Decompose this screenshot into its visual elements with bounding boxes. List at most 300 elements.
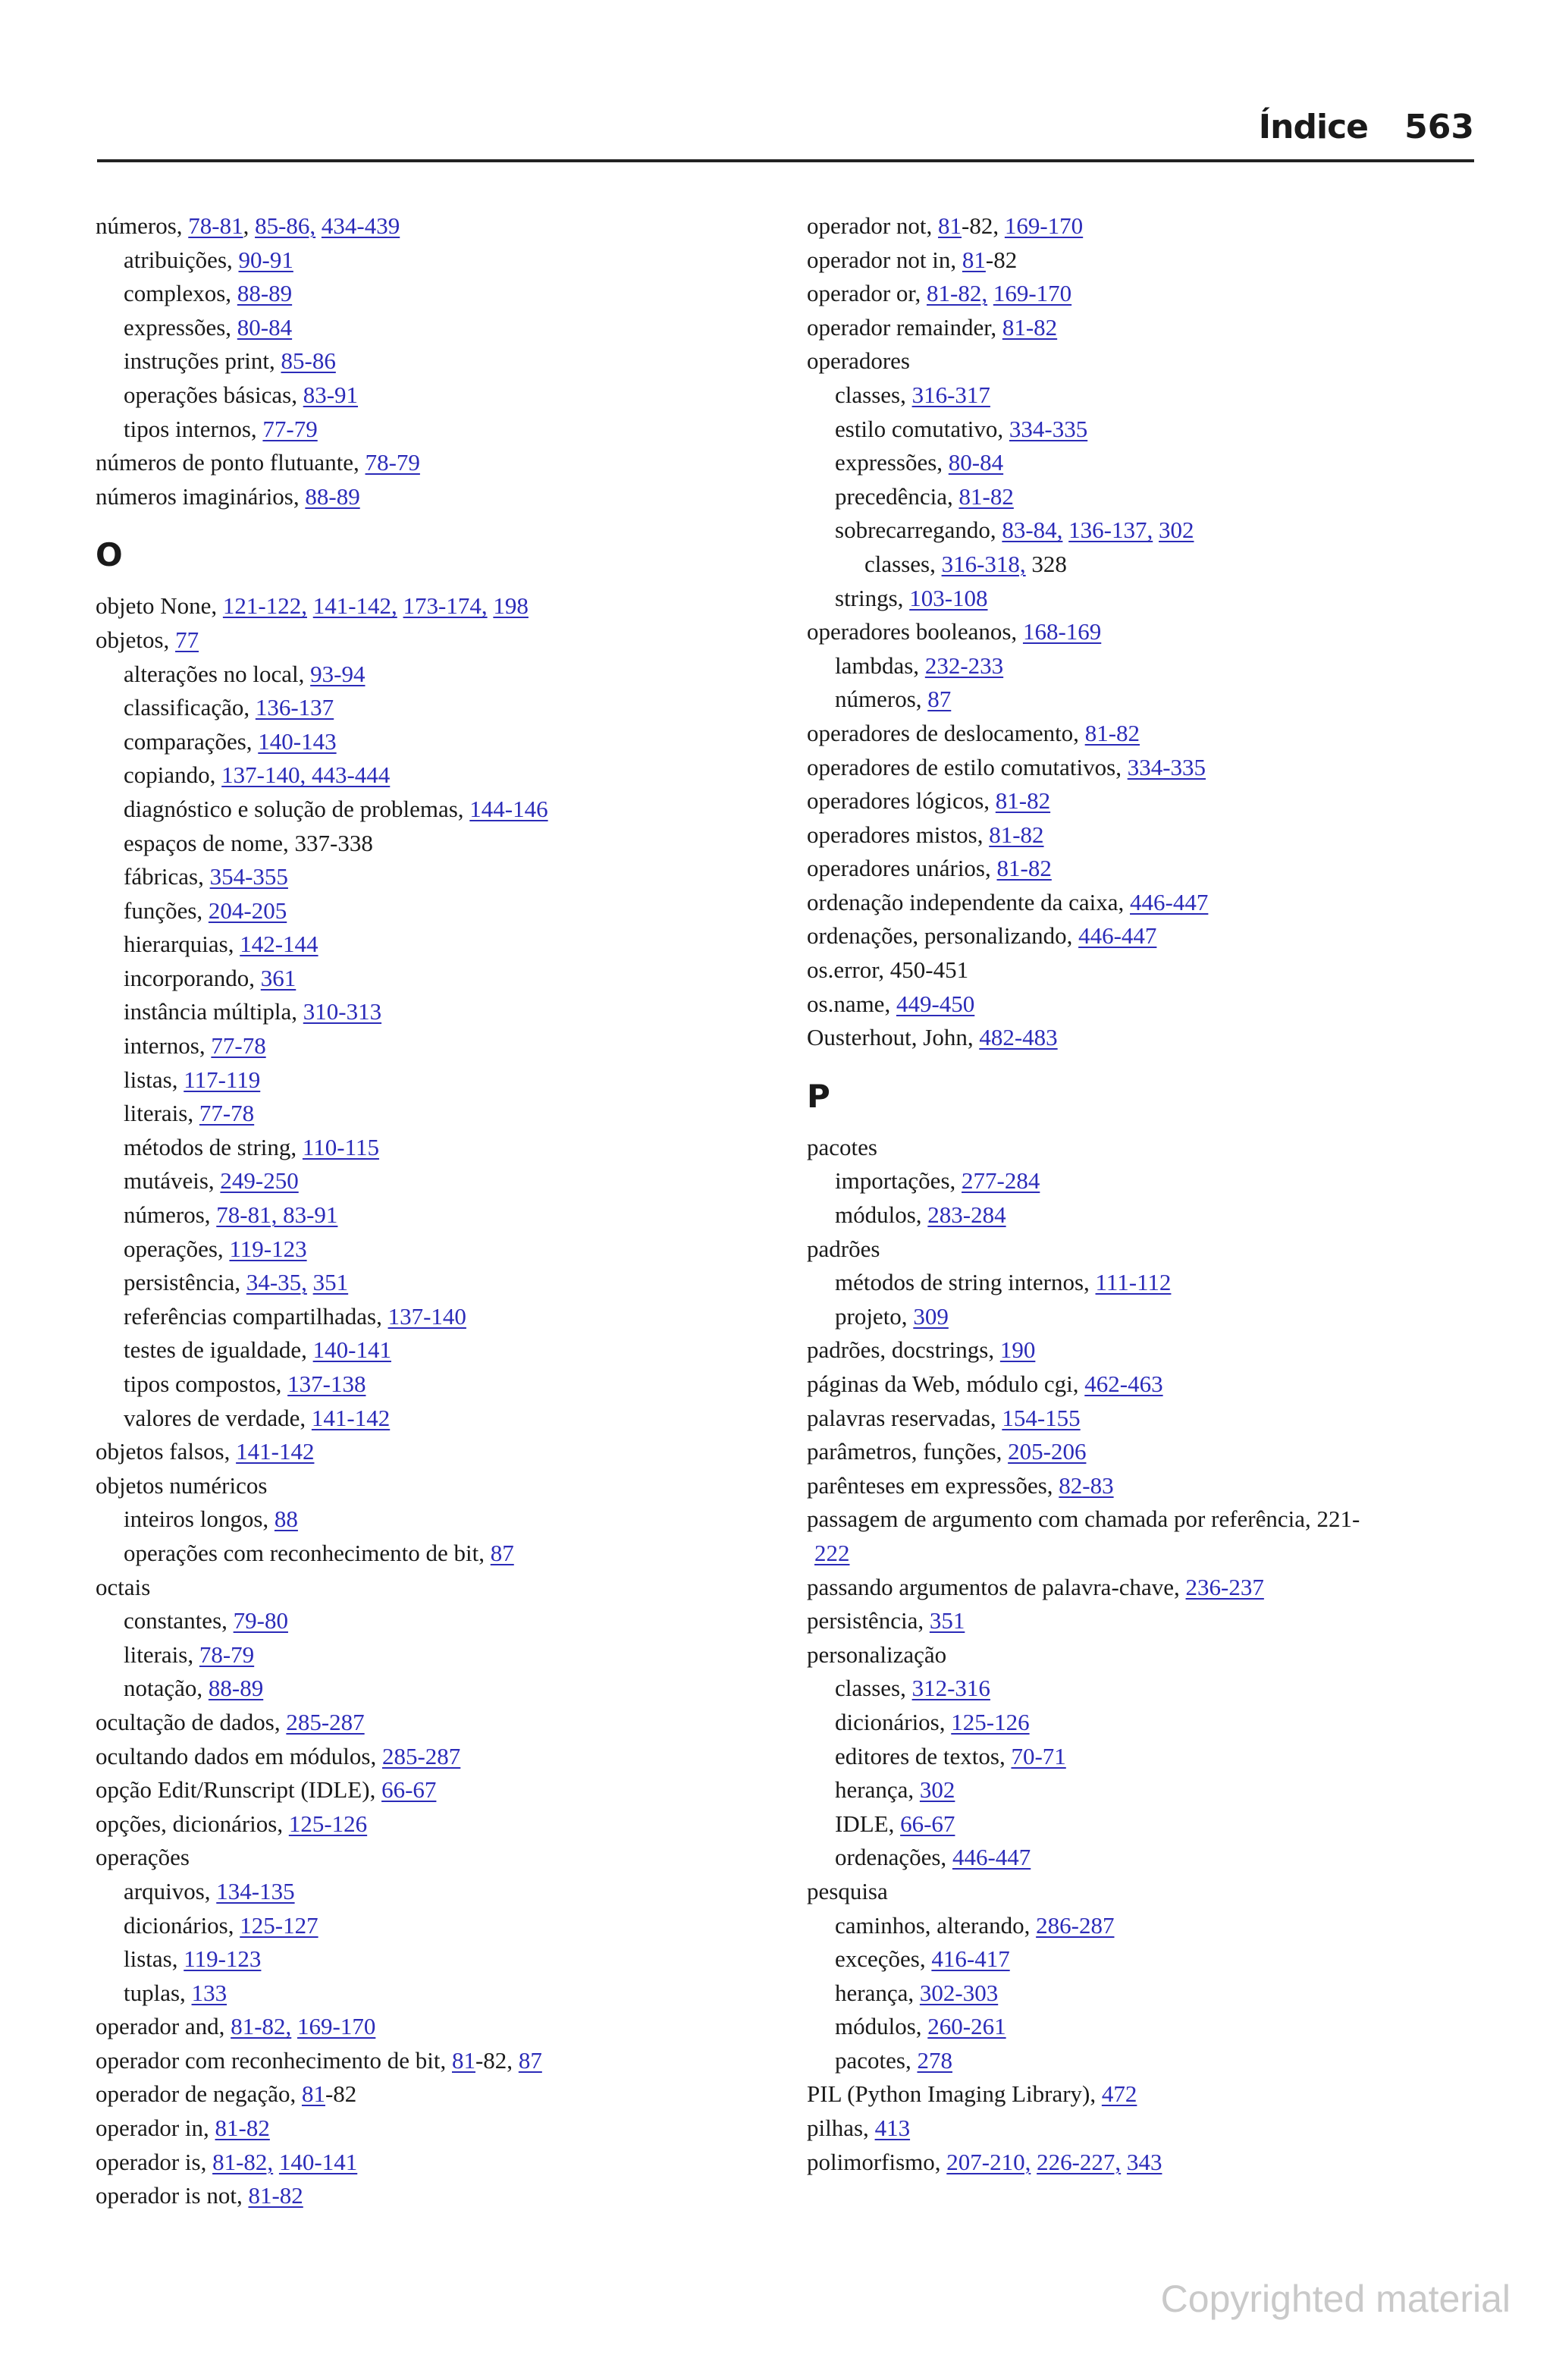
index-entry — [807, 1841, 1489, 1875]
page-reference-link[interactable]: 66-67 — [381, 1776, 437, 1804]
page-reference-link[interactable]: 81-82 — [1002, 313, 1058, 341]
page-reference-link[interactable]: 140-143 — [258, 727, 337, 755]
index-entry — [807, 311, 1489, 345]
index-term: fábricas, — [124, 863, 210, 890]
index-entry — [96, 311, 778, 345]
copyright-watermark: Copyrighted material — [1160, 2278, 1511, 2320]
page-reference-link[interactable]: 137-140, 443-444 — [221, 761, 391, 789]
index-entry — [807, 987, 1489, 1022]
index-term: pacotes — [807, 1133, 877, 1160]
index-term: polimorfismo, — [807, 2148, 947, 2175]
index-term: operador not, — [807, 212, 939, 239]
page-reference-link[interactable]: 302-303 — [919, 1979, 999, 2006]
index-entry — [96, 1402, 778, 1436]
page-reference-link[interactable]: 81-82 — [995, 787, 1051, 815]
page-reference-text: -82, — [962, 212, 1005, 239]
index-entry — [96, 589, 778, 623]
index-term: arquivos, — [124, 1877, 217, 1904]
page-reference-link[interactable]: 85-86 — [281, 347, 336, 375]
index-term: os.name, — [807, 990, 896, 1017]
index-term: constantes, — [124, 1607, 234, 1634]
page-reference-link[interactable]: 351 — [312, 1269, 349, 1296]
index-entry — [96, 1841, 778, 1875]
index-term: ocultando dados em módulos, — [96, 1742, 382, 1769]
index-entry — [807, 243, 1489, 278]
index-term: operador de negação, — [96, 2080, 302, 2108]
index-term: tuplas, — [124, 1979, 192, 2006]
page-reference-link[interactable]: 278 — [917, 2046, 952, 2074]
index-term: pesquisa — [807, 1877, 888, 1904]
index-entry — [96, 1435, 778, 1469]
index-term: pacotes, — [835, 2046, 918, 2074]
index-entry — [807, 1977, 1489, 2011]
page-reference-link[interactable]: 144-146 — [469, 795, 548, 822]
index-entry — [96, 480, 778, 514]
page-reference-link[interactable]: 416-417 — [931, 1945, 1010, 1973]
page-reference-link[interactable]: 103-108 — [909, 584, 988, 611]
index-entry — [96, 1164, 778, 1198]
index-entry — [96, 2112, 778, 2146]
index-entry — [807, 1266, 1489, 1300]
page-reference-link[interactable]: 134-135 — [216, 1877, 295, 1904]
page-reference-text — [1121, 2149, 1127, 2175]
page-reference-link[interactable]: 140-141 — [312, 1336, 391, 1364]
index-entry — [807, 1571, 1489, 1605]
page-reference-link[interactable]: 87 — [927, 686, 952, 713]
page-reference-link[interactable]: 413 — [874, 2115, 911, 2142]
page-reference-link[interactable]: 446-447 — [1078, 922, 1157, 950]
page-reference-link[interactable]: 125-127 — [240, 1911, 318, 1939]
index-entry — [807, 1198, 1489, 1232]
index-entry — [807, 277, 1489, 311]
index-term: operador in, — [96, 2115, 215, 2142]
index-entry — [96, 1977, 778, 2011]
index-entry — [96, 1807, 778, 1842]
index-entry — [807, 717, 1489, 751]
index-column-left — [96, 209, 778, 2213]
page-reference-link[interactable]: 88-89 — [305, 482, 360, 510]
index-term: espaços de nome, 337-338 — [124, 829, 373, 856]
index-term: IDLE, — [835, 1810, 901, 1837]
index-term: tipos compostos, — [124, 1371, 288, 1397]
index-entry — [96, 243, 778, 278]
page-reference-text — [1062, 517, 1068, 543]
page-reference-text — [397, 592, 403, 619]
page-reference-link[interactable]: 462-463 — [1084, 1371, 1163, 1397]
index-term: operações — [96, 1844, 190, 1871]
page-reference-link[interactable]: 260-261 — [927, 2013, 1006, 2040]
index-term: números imaginários, — [96, 482, 306, 510]
page-reference-link[interactable]: 85-86, — [255, 212, 316, 239]
page-reference-link[interactable]: 141-142 — [311, 1404, 391, 1431]
index-term: números de ponto flutuante, — [96, 449, 366, 476]
index-term: herança, — [835, 1979, 920, 2006]
page-reference-link[interactable]: 66-67 — [900, 1810, 955, 1837]
page-reference-text: -82, — [475, 2046, 519, 2074]
index-entry — [807, 480, 1489, 514]
page-reference-link[interactable]: 77 — [175, 626, 199, 653]
page-reference-link[interactable]: 334-335 — [1127, 753, 1206, 780]
index-term: herança, — [835, 1776, 920, 1804]
page-reference-link[interactable]: 316-317 — [911, 381, 990, 408]
index-entry — [96, 1740, 778, 1774]
index-term: opção Edit/Runscript (IDLE), — [96, 1776, 382, 1804]
page-reference-link[interactable]: 169-170 — [993, 280, 1072, 307]
index-entry — [807, 1367, 1489, 1402]
page-reference-link[interactable]: 136-137 — [255, 694, 334, 721]
index-entry — [807, 582, 1489, 616]
page-reference-link[interactable]: 286-287 — [1036, 1911, 1115, 1939]
index-entry — [807, 344, 1489, 378]
page-reference-link[interactable]: 78-79 — [199, 1641, 255, 1668]
page-reference-link[interactable]: 81-82 — [958, 482, 1014, 510]
page-reference-link[interactable]: 142-144 — [240, 931, 318, 958]
index-term: hierarquias, — [124, 931, 240, 958]
page-reference-text — [315, 212, 322, 239]
page-reference-text: -82 — [985, 246, 1018, 273]
index-term: operadores booleanos, — [807, 618, 1023, 645]
page-reference-link[interactable]: 82-83 — [1059, 1471, 1114, 1499]
index-entry — [807, 683, 1489, 717]
index-term: ordenação independente da caixa, — [807, 888, 1131, 915]
page-header — [97, 105, 1474, 162]
index-term: octais — [96, 1573, 151, 1600]
page-reference-link[interactable]: 169-170 — [1004, 212, 1084, 239]
page-reference-link[interactable]: 316-318, — [941, 550, 1026, 577]
index-entry — [96, 2179, 778, 2213]
index-entry — [96, 2010, 778, 2044]
index-entry — [96, 1942, 778, 1977]
index-term: objetos numéricos — [96, 1471, 268, 1499]
index-entry — [807, 919, 1489, 953]
index-term: literais, — [124, 1641, 199, 1668]
index-term: instância múltipla, — [124, 998, 303, 1025]
index-term: passando argumentos de palavra-chave, — [807, 1573, 1186, 1600]
page-reference-link[interactable]: 110-115 — [302, 1133, 379, 1160]
index-entry — [96, 1131, 778, 1165]
page-reference-link[interactable]: 121-122, — [222, 592, 307, 620]
page-reference-link[interactable]: 249-250 — [220, 1167, 299, 1195]
index-term: passagem de argumento com chamada por referência, 221- — [807, 1506, 1360, 1533]
index-term: lambdas, — [835, 652, 925, 679]
index-term: importações, — [835, 1167, 962, 1195]
page-reference-text — [1031, 2149, 1037, 2175]
index-term: persistência, — [124, 1269, 246, 1296]
page-reference-link[interactable]: 88-89 — [208, 1675, 264, 1702]
index-entry — [96, 1773, 778, 1807]
page-reference-text: , — [243, 212, 256, 239]
index-term: operadores — [807, 347, 910, 375]
page-reference-link[interactable]: 343 — [1126, 2148, 1162, 2175]
index-entry — [807, 1333, 1489, 1367]
index-term: listas, — [124, 1066, 184, 1093]
index-entry — [96, 1604, 778, 1638]
index-term: complexos, — [124, 280, 237, 307]
index-term: parênteses em expressões, — [807, 1471, 1059, 1499]
index-term: objetos falsos, — [96, 1438, 237, 1465]
page-reference-link[interactable]: 77-79 — [262, 415, 318, 442]
page-reference-link[interactable]: 277-284 — [962, 1167, 1040, 1195]
index-entry — [807, 1740, 1489, 1774]
index-entry — [96, 962, 778, 996]
index-term: classes, — [864, 550, 942, 577]
index-entry — [96, 277, 778, 311]
index-entry — [96, 378, 778, 413]
index-entry — [96, 1571, 778, 1605]
index-entry — [807, 1300, 1489, 1334]
index-entry — [96, 1063, 778, 1097]
page-reference-link[interactable]: 93-94 — [310, 660, 366, 687]
page-reference-link[interactable]: 190 — [999, 1336, 1036, 1364]
page-reference-link[interactable]: 285-287 — [286, 1708, 365, 1735]
index-entry — [807, 1469, 1489, 1503]
page-reference-link[interactable]: 77-78 — [211, 1032, 266, 1060]
index-term: operações, — [124, 1235, 230, 1262]
index-entry — [96, 691, 778, 725]
index-term: operadores de estilo comutativos, — [807, 753, 1128, 780]
page-reference-link[interactable]: 81-82 — [1084, 719, 1140, 746]
index-entry — [807, 378, 1489, 413]
index-term: sobrecarregando, — [835, 517, 1002, 544]
index-entry — [807, 1807, 1489, 1842]
index-entry — [96, 1672, 778, 1706]
index-term: ordenações, personalizando, — [807, 922, 1079, 950]
index-term: testes de igualdade, — [124, 1336, 313, 1364]
index-term: personalização — [807, 1641, 947, 1668]
page-reference-link[interactable]: 119-123 — [184, 1945, 262, 1973]
page-reference-text — [1153, 517, 1159, 543]
page-reference-link[interactable]: 78-79 — [365, 449, 420, 476]
page-reference-link[interactable]: 283-284 — [927, 1201, 1006, 1229]
page-reference-link[interactable]: 173-174, — [403, 592, 488, 620]
index-term: operador is not, — [96, 2182, 249, 2209]
page-reference-link[interactable]: 312-316 — [911, 1675, 990, 1702]
page-reference-link[interactable]: 34-35, — [246, 1269, 307, 1296]
page-reference-link[interactable]: 207-210, — [946, 2148, 1031, 2175]
index-term: objetos, — [96, 626, 176, 653]
page-reference-link[interactable]: 154-155 — [1002, 1404, 1081, 1431]
page-reference-link[interactable]: 140-141 — [278, 2148, 358, 2175]
index-term: literais, — [124, 1100, 199, 1127]
page-reference-link[interactable]: 80-84 — [948, 449, 1004, 476]
index-term: Ousterhout, John, — [807, 1024, 980, 1051]
index-term: alterações no local, — [124, 660, 311, 687]
index-entry — [96, 1300, 778, 1334]
page-reference-link[interactable]: 80-84 — [237, 313, 293, 341]
page-reference-link[interactable]: 81-82 — [215, 2115, 270, 2142]
page-reference-link[interactable]: 81 — [451, 2046, 475, 2074]
index-entry — [807, 413, 1489, 447]
page-reference-link[interactable]: 434-439 — [321, 212, 400, 239]
index-term: exceções, — [835, 1945, 932, 1973]
index-entry — [96, 658, 778, 692]
page-reference-link[interactable]: 81-82 — [989, 821, 1044, 848]
index-term: módulos, — [835, 2013, 928, 2040]
index-term: PIL (Python Imaging Library), — [807, 2080, 1102, 2108]
page-reference-link[interactable]: 334-335 — [1009, 415, 1088, 442]
index-entry — [96, 1232, 778, 1267]
page-reference-link[interactable]: 81 — [301, 2080, 325, 2108]
index-term: classes, — [835, 1675, 912, 1702]
index-term: operadores unários, — [807, 855, 997, 882]
index-entry — [96, 1469, 778, 1503]
index-entry — [807, 615, 1489, 649]
index-term: comparações, — [124, 727, 259, 755]
index-term: páginas da Web, módulo cgi, — [807, 1371, 1085, 1397]
page-reference-link[interactable]: 446-447 — [1130, 888, 1209, 915]
page-reference-link[interactable]: 141-142, — [312, 592, 397, 620]
index-term: estilo comutativo, — [835, 415, 1009, 442]
index-term: padrões — [807, 1235, 880, 1262]
page-reference-link[interactable]: 117-119 — [184, 1066, 261, 1093]
index-entry — [807, 209, 1489, 243]
index-term: ordenações, — [835, 1844, 952, 1871]
index-term: métodos de string, — [124, 1133, 303, 1160]
index-term: incorporando, — [124, 964, 261, 991]
page-reference-link[interactable]: 236-237 — [1185, 1573, 1264, 1600]
page-reference-link[interactable]: 78-81, 83-91 — [216, 1201, 338, 1229]
page-reference-link[interactable]: 88 — [274, 1506, 298, 1533]
index-term: atribuições, — [124, 246, 239, 273]
page-reference-link[interactable]: 83-91 — [303, 381, 359, 408]
page-reference-link[interactable]: 351 — [929, 1607, 965, 1634]
page-reference-link[interactable]: 81-82, — [927, 280, 988, 307]
index-entry — [96, 894, 778, 928]
index-term: parâmetros, funções, — [807, 1438, 1009, 1465]
page-reference-link[interactable]: 302 — [1159, 517, 1194, 544]
page-reference-link[interactable]: 482-483 — [979, 1024, 1058, 1051]
page-reference-link[interactable]: 310-313 — [303, 998, 382, 1025]
index-term: ocultação de dados, — [96, 1708, 287, 1735]
index-term: operador remainder, — [807, 313, 1002, 341]
page-reference-link[interactable]: 81-82, — [212, 2148, 274, 2175]
page-reference-link[interactable]: 226-227, — [1037, 2148, 1122, 2175]
page-reference-link[interactable]: 133 — [191, 1979, 227, 2006]
index-term: objeto None, — [96, 592, 223, 620]
index-term: copiando, — [124, 761, 222, 789]
index-entry — [96, 2077, 778, 2112]
index-entry — [807, 953, 1489, 987]
page-reference-text — [273, 2149, 279, 2175]
page-reference-link[interactable]: 141-142 — [236, 1438, 315, 1465]
page-reference-link[interactable]: 309 — [913, 1302, 949, 1330]
page-reference-link[interactable]: 90-91 — [238, 246, 293, 273]
page-reference-link[interactable]: 87 — [518, 2046, 542, 2074]
page-reference-link[interactable]: 81 — [938, 212, 962, 239]
page-reference-link[interactable]: 198 — [493, 592, 529, 620]
page-reference-link[interactable]: 204-205 — [208, 896, 287, 924]
page-reference-link[interactable]: 79-80 — [233, 1607, 288, 1634]
page-reference-link[interactable]: 137-140 — [387, 1302, 466, 1330]
index-entry — [807, 2146, 1489, 2180]
index-term: persistência, — [807, 1607, 930, 1634]
index-term: operadores de deslocamento, — [807, 719, 1085, 746]
index-term: valores de verdade, — [124, 1404, 312, 1431]
page-reference-link[interactable]: 285-287 — [381, 1742, 461, 1769]
page-reference-link[interactable]: 83-84, — [1002, 517, 1063, 544]
index-entry — [807, 1672, 1489, 1706]
index-entry — [96, 1706, 778, 1740]
page-reference-link[interactable]: 78-81 — [188, 212, 243, 239]
page-reference-link[interactable]: 77-78 — [199, 1100, 255, 1127]
index-term: padrões, docstrings, — [807, 1336, 1000, 1364]
page-reference-link[interactable]: 222 — [814, 1539, 850, 1566]
index-entry — [96, 928, 778, 962]
index-entry — [807, 886, 1489, 920]
index-term: tipos internos, — [124, 415, 263, 442]
index-entry — [807, 784, 1489, 818]
page-reference-link[interactable]: 446-447 — [952, 1844, 1031, 1871]
index-entry — [807, 1502, 1444, 1570]
index-term: operador not in, — [807, 246, 962, 273]
index-column-right — [807, 209, 1489, 2179]
index-term: listas, — [124, 1945, 184, 1973]
page-reference-link[interactable]: 302 — [919, 1776, 955, 1804]
page-reference-link[interactable]: 168-169 — [1022, 618, 1102, 645]
index-entry — [96, 209, 778, 243]
page-reference-link[interactable]: 81-82 — [248, 2182, 303, 2209]
page-reference-link[interactable]: 87 — [490, 1539, 514, 1566]
page-reference-link[interactable]: 81 — [962, 246, 986, 273]
page-reference-link[interactable]: 125-126 — [951, 1708, 1030, 1735]
running-header-title: Índice — [1258, 108, 1368, 146]
index-entry — [96, 413, 778, 447]
index-entry — [96, 995, 778, 1029]
page-reference-link[interactable]: 472 — [1101, 2080, 1137, 2108]
page-reference-link[interactable]: 137-138 — [287, 1371, 366, 1397]
page-reference-link[interactable]: 70-71 — [1011, 1742, 1066, 1769]
index-entry — [96, 623, 778, 658]
index-entry — [96, 1198, 778, 1232]
index-entry — [807, 1402, 1489, 1436]
page-reference-text — [291, 2013, 297, 2039]
page-reference-text — [307, 592, 313, 619]
page-reference-link[interactable]: 81-82, — [231, 2013, 292, 2040]
index-entry — [807, 649, 1489, 683]
page-reference-link[interactable]: 169-170 — [297, 2013, 376, 2040]
page-reference-link[interactable]: 81-82 — [996, 855, 1052, 882]
index-entry — [96, 1638, 778, 1672]
page-reference-link[interactable]: 111-112 — [1095, 1269, 1172, 1296]
page-reference-link[interactable]: 125-126 — [288, 1810, 368, 1837]
page-reference-link[interactable]: 232-233 — [924, 652, 1004, 679]
index-entry — [96, 2146, 778, 2180]
index-entry — [96, 1502, 778, 1537]
page-reference-link[interactable]: 136-137, — [1068, 517, 1153, 544]
page-reference-link[interactable]: 205-206 — [1008, 1438, 1087, 1465]
index-entry — [96, 1367, 778, 1402]
index-entry — [96, 1333, 778, 1367]
page-reference-text: 328 — [1025, 550, 1067, 577]
section-letter: O — [96, 536, 123, 574]
page-reference-link[interactable]: 361 — [260, 964, 296, 991]
page-reference-link[interactable]: 354-355 — [209, 863, 288, 890]
page-reference-text — [307, 1269, 313, 1295]
index-entry — [807, 1131, 1489, 1165]
section-letter: P — [807, 1077, 830, 1115]
page-reference-link[interactable]: 88-89 — [237, 280, 293, 307]
index-entry — [807, 1909, 1489, 1943]
index-entry — [807, 1706, 1489, 1740]
page-reference-link[interactable]: 449-450 — [896, 990, 975, 1017]
index-term: operações básicas, — [124, 381, 303, 408]
index-term: notação, — [124, 1675, 209, 1702]
page-reference-link[interactable]: 119-123 — [229, 1235, 307, 1262]
index-term: expressões, — [124, 313, 237, 341]
index-entry — [807, 1875, 1489, 1909]
index-entry — [807, 1435, 1489, 1469]
index-entry — [807, 1232, 1489, 1267]
